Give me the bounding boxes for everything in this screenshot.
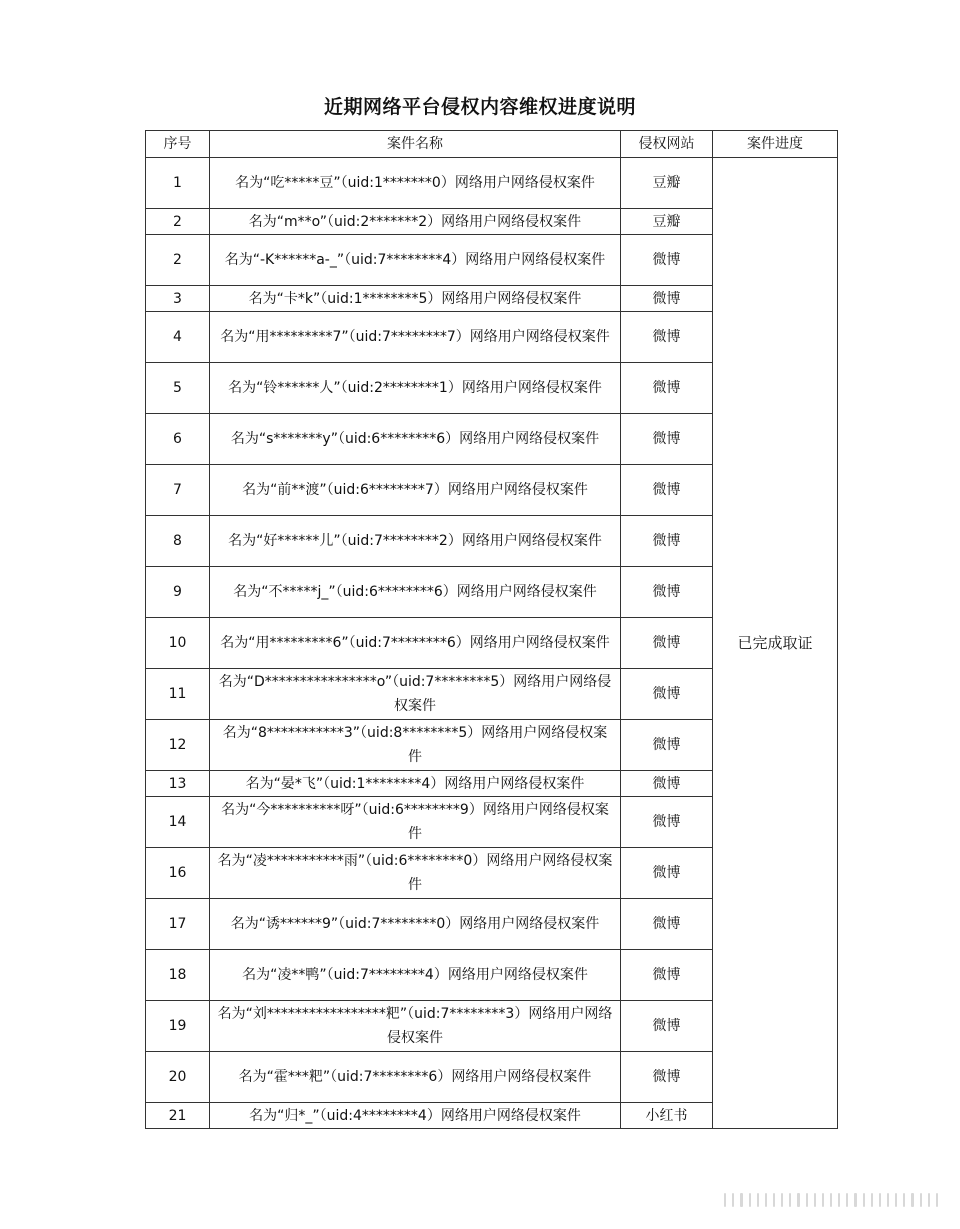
cell-case-name: 名为“用*********6”（uid:7********6）网络用户网络侵权案件 (210, 618, 621, 669)
cell-no: 10 (146, 618, 210, 669)
cell-no: 9 (146, 567, 210, 618)
cell-no: 12 (146, 720, 210, 771)
cell-case-name: 名为“晏*飞”（uid:1********4）网络用户网络侵权案件 (210, 771, 621, 797)
cell-site: 微博 (621, 771, 713, 797)
cell-no: 16 (146, 848, 210, 899)
cell-site: 微博 (621, 567, 713, 618)
cell-no: 21 (146, 1103, 210, 1129)
cell-no: 4 (146, 312, 210, 363)
table-body (146, 158, 838, 1129)
cell-case-name: 名为“今**********呀”（uid:6********9）网络用户网络侵权案件 (210, 797, 621, 848)
cell-no: 18 (146, 950, 210, 1001)
cell-progress: 已完成取证 (713, 158, 838, 1129)
cell-site: 微博 (621, 950, 713, 1001)
header-no: 序号 (146, 131, 210, 158)
header-case-name: 案件名称 (210, 131, 621, 158)
header-progress: 案件进度 (713, 131, 838, 158)
cell-site: 微博 (621, 669, 713, 720)
cell-no: 14 (146, 797, 210, 848)
table-header (146, 131, 838, 158)
cell-site: 微博 (621, 797, 713, 848)
cell-no: 3 (146, 286, 210, 312)
cell-case-name: 名为“不*****j_”（uid:6********6）网络用户网络侵权案件 (210, 567, 621, 618)
header-site: 侵权网站 (621, 131, 713, 158)
cell-site: 微博 (621, 1052, 713, 1103)
cell-no: 19 (146, 1001, 210, 1052)
cell-case-name: 名为“霍***粑”（uid:7********6）网络用户网络侵权案件 (210, 1052, 621, 1103)
cell-case-name: 名为“诱******9”（uid:7********0）网络用户网络侵权案件 (210, 899, 621, 950)
cell-site: 微博 (621, 899, 713, 950)
cell-no: 11 (146, 669, 210, 720)
header-row (146, 131, 838, 158)
cell-site: 微博 (621, 618, 713, 669)
cell-site: 豆瓣 (621, 209, 713, 235)
cell-site: 微博 (621, 414, 713, 465)
cell-site: 微博 (621, 286, 713, 312)
cell-no: 2 (146, 235, 210, 286)
cell-site: 微博 (621, 363, 713, 414)
table-row (146, 158, 838, 209)
cell-case-name: 名为“归*_”（uid:4********4）网络用户网络侵权案件 (210, 1103, 621, 1129)
cell-case-name: 名为“8***********3”（uid:8********5）网络用户网络侵权案件 (210, 720, 621, 771)
cell-site: 微博 (621, 1001, 713, 1052)
cell-case-name: 名为“D****************o”（uid:7********5）网络用户网络侵权案件 (210, 669, 621, 720)
cell-case-name: 名为“m**o”（uid:2*******2）网络用户网络侵权案件 (210, 209, 621, 235)
cell-no: 1 (146, 158, 210, 209)
cell-site: 微博 (621, 516, 713, 567)
cell-site: 豆瓣 (621, 158, 713, 209)
cell-no: 20 (146, 1052, 210, 1103)
cell-case-name: 名为“刘*****************粑”（uid:7********3）网络用户网络侵权案件 (210, 1001, 621, 1052)
cell-case-name: 名为“吃*****豆”（uid:1*******0）网络用户网络侵权案件 (210, 158, 621, 209)
cell-case-name: 名为“好******儿”（uid:7********2）网络用户网络侵权案件 (210, 516, 621, 567)
cell-site: 微博 (621, 465, 713, 516)
cell-site: 微博 (621, 848, 713, 899)
page-indicator (724, 1193, 938, 1207)
cell-case-name: 名为“-K******a-_”（uid:7********4）网络用户网络侵权案件 (210, 235, 621, 286)
cell-no: 2 (146, 209, 210, 235)
cell-no: 6 (146, 414, 210, 465)
cell-site: 微博 (621, 235, 713, 286)
cell-no: 5 (146, 363, 210, 414)
cell-case-name: 名为“卡*k”（uid:1********5）网络用户网络侵权案件 (210, 286, 621, 312)
cell-case-name: 名为“用*********7”（uid:7********7）网络用户网络侵权案件 (210, 312, 621, 363)
cell-no: 7 (146, 465, 210, 516)
cell-no: 8 (146, 516, 210, 567)
cell-case-name: 名为“凌**鸭”（uid:7********4）网络用户网络侵权案件 (210, 950, 621, 1001)
cell-site: 微博 (621, 720, 713, 771)
cell-no: 17 (146, 899, 210, 950)
cell-no: 13 (146, 771, 210, 797)
cell-case-name: 名为“铃******人”（uid:2********1）网络用户网络侵权案件 (210, 363, 621, 414)
cell-site: 小红书 (621, 1103, 713, 1129)
cell-case-name: 名为“凌***********雨”（uid:6********0）网络用户网络侵权案件 (210, 848, 621, 899)
page-title: 近期网络平台侵权内容维权进度说明 (323, 96, 636, 118)
cell-case-name: 名为“s*******y”（uid:6********6）网络用户网络侵权案件 (210, 414, 621, 465)
cell-site: 微博 (621, 312, 713, 363)
case-table (145, 130, 838, 1129)
cell-case-name: 名为“前**渡”（uid:6********7）网络用户网络侵权案件 (210, 465, 621, 516)
